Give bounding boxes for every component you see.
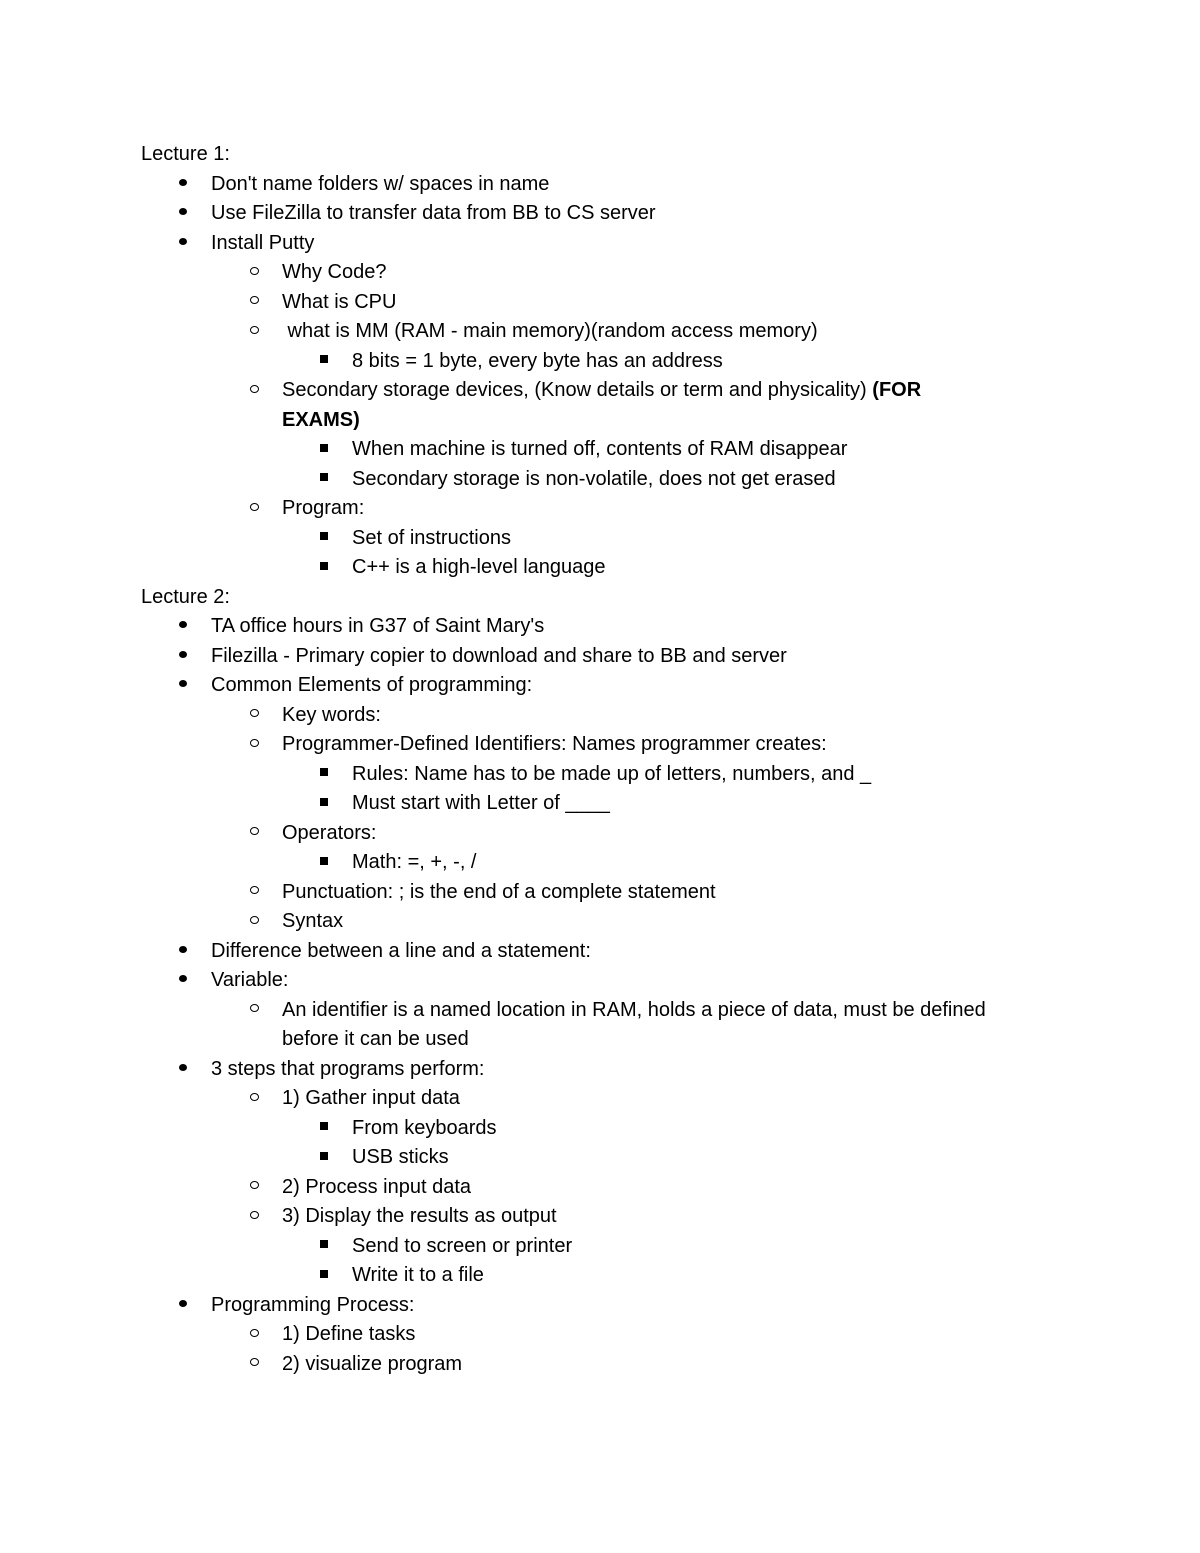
list-item [0, 1084, 1200, 1114]
list-item-text: Programming Process: [211, 1293, 415, 1316]
list-item-text: 1) Define tasks [282, 1323, 416, 1345]
list-item-text: From keyboards [352, 1116, 497, 1139]
list-item [0, 996, 1200, 1026]
bullet-dot-icon [173, 199, 193, 229]
bullet-square-icon [314, 1114, 334, 1144]
list-item-continuation [0, 406, 1200, 436]
bullet-circle-icon [244, 258, 264, 288]
list-item-text: Programmer-Defined Identifiers: Names programmer creates: [282, 733, 827, 755]
list-item-text: Write it to a file [352, 1264, 484, 1286]
list-item-text: Install Putty [211, 231, 315, 254]
emphasis-text: EXAMS) [282, 408, 360, 431]
emphasis-text: (FOR [872, 379, 922, 401]
bullet-dot-icon [173, 671, 193, 701]
bullet-circle-icon [244, 878, 264, 908]
bullet-square-icon [314, 524, 334, 554]
list-item-text: TA office hours in G37 of Saint Mary's [211, 615, 545, 637]
bullet-dot-icon [173, 612, 193, 642]
list-item [0, 1143, 1200, 1173]
list-item [0, 789, 1200, 819]
list-item [0, 1291, 1200, 1321]
list-item [0, 258, 1200, 288]
list-item-text: When machine is turned off, contents of RAM disappear [352, 438, 848, 460]
list-item [0, 760, 1200, 790]
list-item [0, 730, 1200, 760]
bullet-dot-icon [173, 966, 193, 996]
bullet-square-icon [314, 553, 334, 583]
bullet-dot-icon [173, 1291, 193, 1321]
list-item-text: 8 bits = 1 byte, every byte has an address [352, 349, 723, 372]
list-item-text: Difference between a line and a statement: [211, 939, 591, 962]
list-item-text: Don't name folders w/ spaces in name [211, 172, 550, 195]
list-item-text: Program: [282, 497, 365, 519]
lecture-2-heading: Lecture 2: [141, 585, 230, 608]
list-item [0, 701, 1200, 731]
list-item [0, 524, 1200, 554]
list-item-text: USB sticks [352, 1146, 449, 1168]
list-item [0, 465, 1200, 495]
bullet-circle-icon [244, 376, 264, 406]
list-item [0, 170, 1200, 200]
bullet-square-icon [314, 760, 334, 790]
bullet-circle-icon [244, 730, 264, 760]
list-item-text: Filezilla - Primary copier to download and share to BB and server [211, 644, 787, 667]
list-item [0, 288, 1200, 318]
list-item [0, 612, 1200, 642]
bullet-square-icon [314, 1232, 334, 1262]
bullet-circle-icon [244, 1173, 264, 1203]
list-item-text: Math: =, +, -, / [352, 851, 477, 873]
list-item-text: Use FileZilla to transfer data from BB to CS server [211, 202, 656, 224]
list-item [0, 907, 1200, 937]
list-item-text: Punctuation: ; is the end of a complete statement [282, 880, 716, 903]
bullet-dot-icon [173, 229, 193, 259]
list-item-text: C++ is a high-level language [352, 556, 606, 578]
list-item [0, 1114, 1200, 1144]
bullet-square-icon [314, 1143, 334, 1173]
lecture-1-heading: Lecture 1: [141, 143, 230, 165]
bullet-dot-icon [173, 642, 193, 672]
list-item [0, 347, 1200, 377]
list-item-text: Set of instructions [352, 526, 511, 549]
list-item [0, 229, 1200, 259]
list-item-text: Common Elements of programming: [211, 674, 533, 696]
bullet-square-icon [314, 789, 334, 819]
list-item [0, 642, 1200, 672]
list-item-text: What is CPU [282, 290, 397, 313]
list-item [0, 1055, 1200, 1085]
bullet-circle-icon [244, 996, 264, 1026]
bullet-circle-icon [244, 1202, 264, 1232]
list-item-text: Rules: Name has to be made up of letters, numbers, and _ [352, 762, 872, 785]
list-item-text: 2) visualize program [282, 1352, 463, 1375]
bullet-dot-icon [173, 1055, 193, 1085]
bullet-circle-icon [244, 701, 264, 731]
bullet-dot-icon [173, 937, 193, 967]
list-item-text: 3) Display the results as output [282, 1205, 557, 1227]
bullet-square-icon [314, 848, 334, 878]
bullet-circle-icon [244, 1320, 264, 1350]
list-item-text: Variable: [211, 969, 289, 991]
list-item [0, 1173, 1200, 1203]
bullet-circle-icon [244, 819, 264, 849]
list-item [0, 671, 1200, 701]
list-item-text: what is MM (RAM - main memory)(random access memory) [282, 320, 818, 342]
bullet-circle-icon [244, 288, 264, 318]
bullet-square-icon [314, 347, 334, 377]
bullet-circle-icon [244, 1350, 264, 1380]
list-item-text: 3 steps that programs perform: [211, 1057, 485, 1080]
list-item-text: before it can be used [282, 1028, 469, 1050]
list-item [0, 494, 1200, 524]
list-item [0, 435, 1200, 465]
list-item-continuation [0, 1025, 1200, 1055]
list-item [0, 848, 1200, 878]
bullet-circle-icon [244, 317, 264, 347]
bullet-circle-icon [244, 494, 264, 524]
list-item-text: Secondary storage devices, (Know details or term and physicality) [282, 379, 873, 401]
list-item [0, 1202, 1200, 1232]
list-item [0, 966, 1200, 996]
list-item [0, 878, 1200, 908]
list-item [0, 199, 1200, 229]
bullet-square-icon [314, 1261, 334, 1291]
list-item-text: 2) Process input data [282, 1175, 471, 1198]
list-item [0, 376, 1200, 406]
list-item-text: 1) Gather input data [282, 1087, 460, 1109]
bullet-square-icon [314, 435, 334, 465]
list-item [0, 1350, 1200, 1380]
list-item-text: Must start with Letter of ____ [352, 792, 610, 814]
list-item [0, 553, 1200, 583]
document-body [0, 140, 1200, 1379]
bullet-square-icon [314, 465, 334, 495]
list-item-text: Syntax [282, 910, 344, 932]
list-item-text: Key words: [282, 703, 381, 726]
list-item-text: An identifier is a named location in RAM, holds a piece of data, must be defined [282, 998, 986, 1021]
list-item-text: Secondary storage is non-volatile, does not get erased [352, 467, 836, 490]
bullet-circle-icon [244, 907, 264, 937]
list-item-text: Operators: [282, 821, 377, 844]
list-item [0, 1261, 1200, 1291]
list-item [0, 937, 1200, 967]
list-item [0, 1320, 1200, 1350]
list-item [0, 317, 1200, 347]
bullet-dot-icon [173, 170, 193, 200]
bullet-circle-icon [244, 1084, 264, 1114]
list-item [0, 1232, 1200, 1262]
list-item-text: Send to screen or printer [352, 1234, 573, 1257]
list-item [0, 819, 1200, 849]
list-item-text: Why Code? [282, 261, 387, 283]
